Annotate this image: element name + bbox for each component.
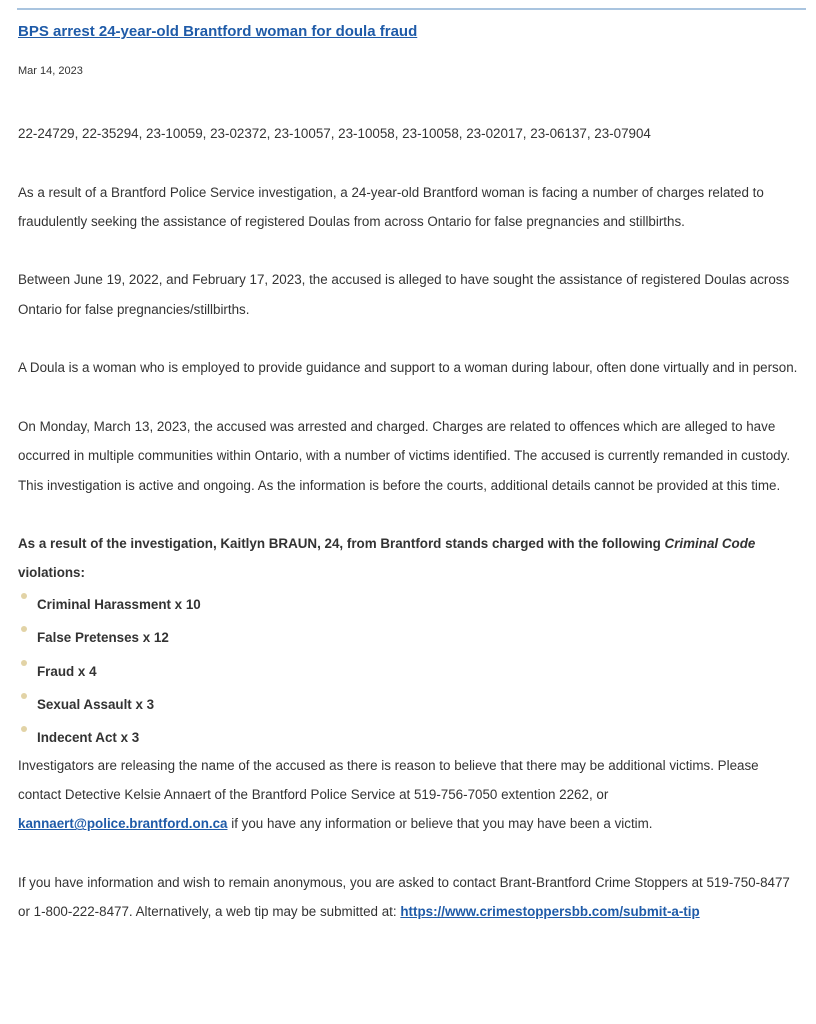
paragraph-crime-stoppers [18,868,802,927]
paragraph-arrest: On Monday, March 13, 2023, the accused was arrested and charged. Charges are related to offences which are alleged to have occurred in multiple communities within Ontario, with a number of victims identified. The accused is currently remanded in custody. This investigation is active and ongoing. As the information is before the courts, additional details cannot be provided at this time. [18,418,791,493]
crime-stoppers-text: If you have information and wish to remain anonymous, you are asked to contact Brant-Brantford Crime Stoppers at 519-750-8477 or 1-800-222-8477. Alternatively, a web tip may be submitted at: [18,874,790,920]
charges-intro-text: As a result of the investigation, Kaitlyn BRAUN, 24, from Brantford stands charged with the following [18,536,665,552]
criminal-code-text: Criminal Code [664,536,756,552]
article-date: Mar 14, 2023 [18,65,83,77]
bullet-icon [21,660,27,666]
list-item [18,688,802,721]
charge-label: Sexual Assault x 3 [37,696,155,712]
list-item [18,655,802,688]
paragraph-doula-definition: A Doula is a woman who is employed to provide guidance and support to a woman during labour, often done virtually and in person. [18,360,798,376]
list-item [18,588,802,621]
top-divider [17,8,806,10]
charge-label: Criminal Harassment x 10 [37,596,201,612]
contact-text: Investigators are releasing the name of the accused as there is reason to believe that there may be additional victims. Please contact Detective Kelsie Annaert of the Brantford Police Service at 519-756-7050 extention 2262, or [18,757,759,802]
web-tip-link[interactable]: https://www.crimestoppersbb.com/submit-a-tip [400,904,700,920]
charge-label: Fraud x 4 [37,663,97,679]
paragraph-timeline: Between June 19, 2022, and February 17, 2023, the accused is alleged to have sought the assistance of registered Doulas across Ontario for false pregnancies/stillbirths. [18,272,790,317]
charges-list [18,588,802,755]
paragraph-investigation: As a result of a Brantford Police Service investigation, a 24-year-old Brantford woman is facing a number of charges related to fraudulently seeking the assistance of registered Doulas from across Ontario for false pregnancies and stillbirths. [18,184,764,229]
charge-label: Indecent Act x 3 [37,730,140,746]
email-link[interactable]: kannaert@police.brantford.on.ca [18,816,228,832]
contact-text-end: if you have any information or believe that you may have been a victim. [227,816,653,832]
paragraph-contact [18,751,802,839]
charge-label: False Pretenses x 12 [37,630,169,646]
article-body [18,119,802,926]
bullet-icon [21,693,27,699]
list-item [18,621,802,654]
bullet-icon [21,726,27,732]
charges-intro-suffix: violations: [18,565,85,581]
charges-intro [18,529,802,588]
article-title-link[interactable]: BPS arrest 24-year-old Brantford woman for doula fraud [18,23,418,40]
bullet-icon [21,626,27,632]
case-numbers: 22-24729, 22-35294, 23-10059, 23-02372, 23-10057, 23-10058, 23-10058, 23-02017, 23-06137, 23-07904 [18,126,651,141]
bullet-icon [21,593,27,599]
list-item [18,721,802,754]
